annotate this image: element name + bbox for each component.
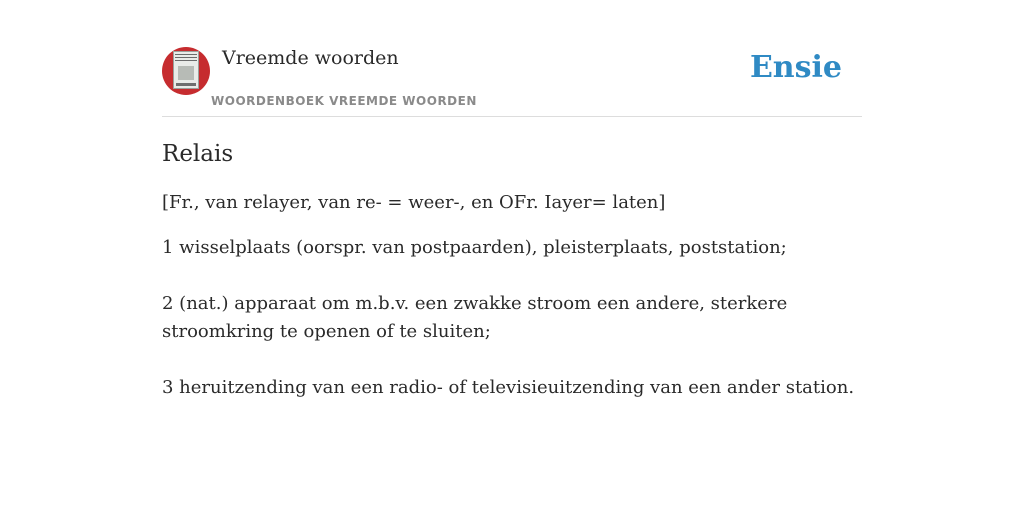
book-cover-footer <box>176 83 196 86</box>
entry-etymology: [Fr., van relayer, van re- = weer-, en OFr. Iayer= laten] <box>162 192 666 213</box>
definition-item: 1 wisselplaats (oorspr. van postpaarden), pleisterplaats, poststation; <box>162 237 787 258</box>
dictionary-entry <box>162 138 862 430</box>
definition-item: 3 heruitzending van een radio- of televisieuitzending van een ander station. <box>162 377 855 398</box>
entry-title: Relais <box>162 141 234 167</box>
book-cover-icon <box>173 51 199 89</box>
site-header <box>162 44 862 117</box>
dictionary-subtitle: WOORDENBOEK VREEMDE WOORDEN <box>211 94 477 108</box>
entry-definitions <box>162 234 862 402</box>
dictionary-name-link[interactable]: Vreemde woorden <box>222 47 399 69</box>
book-cover-illustration <box>178 66 194 80</box>
definition-item: 2 (nat.) apparaat om m.b.v. een zwakke stroom een andere, sterkere stroomkring te openen of te sluiten; <box>162 293 788 342</box>
ensie-logo-link[interactable]: Ensie <box>749 50 842 85</box>
book-cover-title <box>175 54 197 63</box>
dictionary-avatar[interactable] <box>162 47 210 95</box>
